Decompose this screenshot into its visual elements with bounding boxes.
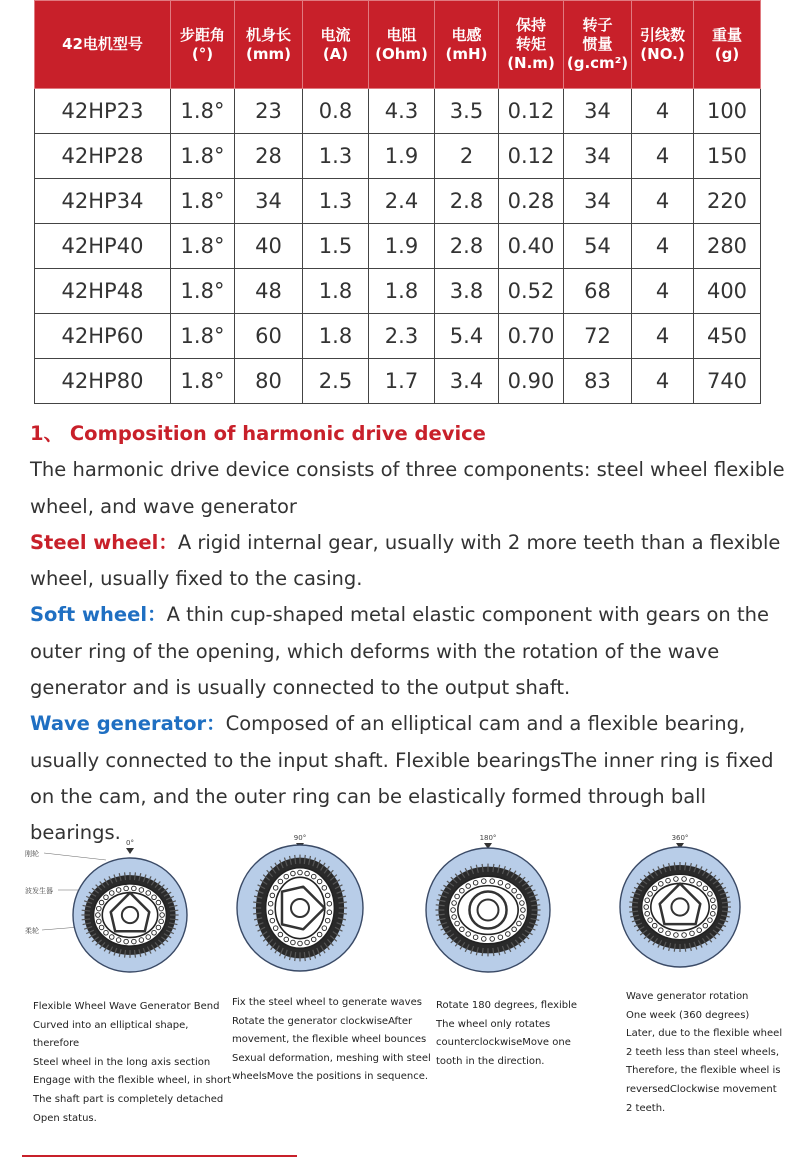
caption-180deg	[436, 997, 616, 1071]
table-row	[35, 269, 761, 314]
caption-line: Rotate 180 degrees, flexible	[436, 1000, 578, 1011]
value-cell: 34	[564, 179, 632, 224]
value-cell: 4	[632, 224, 694, 269]
value-cell: 3.4	[435, 359, 499, 404]
value-cell: 2.3	[369, 314, 435, 359]
wave-generator-text: Composed of an elliptical cam and a flexible bearing, usually connected to the input shaft. Flexible bearingsThe inner ring is fixed on the cam, and the outer ring can be elastically formed through ball bearings.	[30, 712, 774, 845]
caption-line: Later, due to the flexible wheel	[626, 1028, 783, 1040]
caption-line: 2 teeth less than steel wheels,	[626, 1046, 780, 1058]
gear-diagram-360deg	[614, 830, 744, 975]
header-inductance: 电感 (mH)	[435, 1, 499, 89]
table-row	[35, 179, 761, 224]
steel-wheel-label: Steel wheel：	[30, 530, 178, 554]
model-cell: 42HP28	[35, 134, 171, 179]
caption-line: reversedClockwise movement	[626, 1083, 777, 1095]
value-cell: 1.7	[369, 359, 435, 404]
caption-line: Curved into an elliptical shape, therefore	[33, 1019, 189, 1050]
value-cell: 4	[632, 269, 694, 314]
caption-line: Therefore, the flexible wheel is	[626, 1065, 781, 1077]
value-cell: 0.12	[499, 134, 564, 179]
value-cell: 1.8°	[171, 89, 235, 134]
table-body	[35, 89, 761, 404]
header-weight: 重量 (g)	[694, 1, 761, 89]
value-cell: 23	[235, 89, 303, 134]
value-cell: 1.8	[303, 269, 369, 314]
value-cell: 0.52	[499, 269, 564, 314]
angle-label: 180°	[479, 834, 497, 842]
soft-wheel-label: Soft wheel：	[30, 603, 167, 627]
caption-line: Open status.	[33, 1112, 97, 1124]
value-cell: 2.4	[369, 179, 435, 224]
value-cell: 34	[564, 134, 632, 179]
value-cell: 4	[632, 359, 694, 404]
model-cell: 42HP60	[35, 314, 171, 359]
caption-line: tooth in the direction.	[436, 1055, 545, 1067]
value-cell: 0.8	[303, 89, 369, 134]
caption-0deg	[33, 998, 233, 1128]
value-cell: 40	[235, 224, 303, 269]
value-cell: 34	[564, 89, 632, 134]
caption-line: Engage with the flexible wheel, in short	[33, 1075, 232, 1087]
caption-line: wheelsMove the positions in sequence.	[232, 1071, 429, 1083]
value-cell: 5.4	[435, 314, 499, 359]
value-cell: 1.8	[303, 314, 369, 359]
value-cell: 1.8°	[171, 269, 235, 314]
value-cell: 80	[235, 359, 303, 404]
value-cell: 1.9	[369, 224, 435, 269]
value-cell: 1.5	[303, 224, 369, 269]
gear-diagram-0deg	[70, 835, 190, 980]
motor-spec-table	[34, 0, 761, 404]
angle-label: 360°	[671, 834, 689, 842]
header-lead-count: 引线数 (NO.)	[632, 1, 694, 89]
value-cell: 0.70	[499, 314, 564, 359]
value-cell: 0.28	[499, 179, 564, 224]
value-cell: 1.8°	[171, 359, 235, 404]
caption-line: Wave generator rotation	[626, 991, 749, 1002]
value-cell: 60	[235, 314, 303, 359]
value-cell: 28	[235, 134, 303, 179]
value-cell: 1.8°	[171, 224, 235, 269]
value-cell: 740	[694, 359, 761, 404]
value-cell: 400	[694, 269, 761, 314]
model-cell: 42HP34	[35, 179, 171, 224]
caption-line: Rotate the generator clockwiseAfter	[232, 1015, 413, 1027]
caption-line: The shaft part is completely detached	[33, 1093, 224, 1105]
caption-line: Flexible Wheel Wave Generator Bend	[33, 1001, 220, 1012]
value-cell: 0.90	[499, 359, 564, 404]
gear-diagram-90deg	[235, 830, 365, 975]
side-label-steel-wheel: 刚轮	[25, 850, 39, 858]
shaft-icon	[478, 900, 499, 921]
value-cell: 54	[564, 224, 632, 269]
value-cell: 1.8°	[171, 134, 235, 179]
caption-line: 2 teeth.	[626, 1102, 666, 1114]
caption-90deg	[232, 994, 432, 1087]
caption-line: Fix the steel wheel to generate waves	[232, 997, 422, 1008]
value-cell: 2.5	[303, 359, 369, 404]
value-cell: 3.8	[435, 269, 499, 314]
table-row	[35, 359, 761, 404]
header-rotor-inertia: 转子 惯量 (g.cm²)	[564, 1, 632, 89]
header-current: 电流 (A)	[303, 1, 369, 89]
value-cell: 0.12	[499, 89, 564, 134]
value-cell: 1.3	[303, 134, 369, 179]
caption-line: One week (360 degrees)	[626, 1009, 750, 1021]
model-cell: 42HP80	[35, 359, 171, 404]
caption-line: movement, the flexible wheel bounces	[232, 1034, 427, 1046]
value-cell: 48	[235, 269, 303, 314]
value-cell: 450	[694, 314, 761, 359]
model-cell: 42HP23	[35, 89, 171, 134]
shaft-icon	[291, 899, 309, 917]
value-cell: 68	[564, 269, 632, 314]
value-cell: 2.8	[435, 224, 499, 269]
angle-label: 0°	[126, 839, 134, 847]
value-cell: 83	[564, 359, 632, 404]
steel-wheel-paragraph	[30, 525, 785, 598]
section-title: 1、 Composition of harmonic drive device	[30, 422, 486, 445]
caption-line: counterclockwiseMove one	[436, 1037, 571, 1049]
value-cell: 1.3	[303, 179, 369, 224]
value-cell: 150	[694, 134, 761, 179]
value-cell: 2	[435, 134, 499, 179]
header-model: 42电机型号	[35, 1, 171, 89]
value-cell: 1.8°	[171, 314, 235, 359]
wave-generator-label: Wave generator：	[30, 712, 226, 736]
table-row	[35, 134, 761, 179]
table-row	[35, 224, 761, 269]
value-cell: 1.8°	[171, 179, 235, 224]
model-cell: 42HP48	[35, 269, 171, 314]
angle-indicator-icon	[126, 848, 134, 854]
value-cell: 1.9	[369, 134, 435, 179]
angle-label: 90°	[293, 834, 307, 842]
value-cell: 2.8	[435, 179, 499, 224]
value-cell: 220	[694, 179, 761, 224]
model-cell: 42HP40	[35, 224, 171, 269]
section-intro: The harmonic drive device consists of three components: steel wheel flexible wheel, and wave generator	[30, 458, 785, 518]
value-cell: 72	[564, 314, 632, 359]
header-resistance: 电阻 (Ohm)	[369, 1, 435, 89]
caption-line: Steel wheel in the long axis section	[33, 1056, 211, 1068]
table-row	[35, 89, 761, 134]
caption-line: The wheel only rotates	[436, 1018, 551, 1030]
header-holding-torque: 保持 转矩 (N.m)	[499, 1, 564, 89]
value-cell: 34	[235, 179, 303, 224]
value-cell: 4.3	[369, 89, 435, 134]
side-label-wave-generator: 波发生器	[25, 887, 53, 895]
soft-wheel-text: A thin cup-shaped metal elastic component with gears on the outer ring of the opening, which deforms with the rotation of the wave generator and is usually connected to the output shaft.	[30, 603, 769, 700]
table-header-row	[35, 1, 761, 89]
caption-360deg	[626, 988, 786, 1118]
gear-diagram-180deg	[425, 830, 555, 975]
steel-wheel-text: A rigid internal gear, usually with 2 more teeth than a flexible wheel, usually fixed to the casing.	[30, 530, 781, 591]
bottom-divider	[22, 1155, 297, 1157]
value-cell: 100	[694, 89, 761, 134]
value-cell: 4	[632, 89, 694, 134]
shaft-icon	[671, 898, 688, 915]
header-body-length: 机身长 (mm)	[235, 1, 303, 89]
caption-line: Sexual deformation, meshing with steel	[232, 1052, 431, 1064]
shaft-icon	[122, 907, 138, 923]
composition-section	[30, 416, 785, 852]
value-cell: 0.40	[499, 224, 564, 269]
value-cell: 3.5	[435, 89, 499, 134]
header-step-angle: 步距角 (°)	[171, 1, 235, 89]
side-label-flex-wheel: 柔轮	[25, 927, 39, 935]
value-cell: 4	[632, 179, 694, 224]
table-row	[35, 314, 761, 359]
value-cell: 1.8	[369, 269, 435, 314]
soft-wheel-paragraph	[30, 597, 785, 706]
value-cell: 4	[632, 134, 694, 179]
value-cell: 4	[632, 314, 694, 359]
value-cell: 280	[694, 224, 761, 269]
